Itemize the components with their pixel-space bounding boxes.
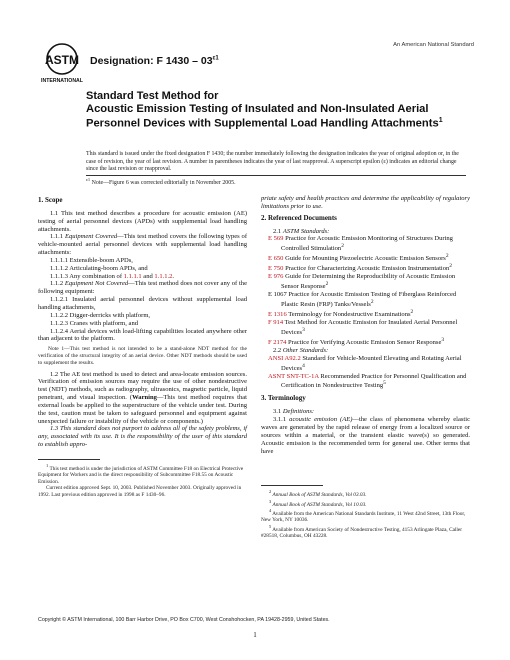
reference-title: Guide for Determining the Reproducibility of Acoustic Emission Sensor Response — [281, 273, 456, 291]
reference-code-link[interactable]: E 976 — [268, 273, 284, 281]
epsilon-note-text: Note—Figure 6 was corrected editorially in November 2005. — [91, 179, 236, 186]
footnote-divider — [261, 485, 323, 486]
reference-item — [261, 337, 470, 347]
term-astm-standards: ASTM Standards: — [282, 227, 330, 235]
issued-statement: This standard is issued under the fixed designation F 1430; the number immediately following the designation indicates the year of original adoption or, in the case of revision, the year of last revision. A number in parentheses indicates the year of last reapproval. A superscript epsilon (ε) indicates an editorial change since the last revision or reapproval. — [86, 151, 459, 173]
para-label: 1.1.2 — [50, 280, 65, 288]
para-label: 3.1.1 — [273, 416, 290, 424]
list-item: 1.1.2.4 Aerial devices with load-lifting capabilities located anywhere other than adjacent to the platform. — [38, 327, 247, 343]
footnote-2: $^2$ Annual Book of ASTM Standards, Vol 03.03. — [269, 489, 367, 499]
reference-item — [261, 273, 470, 291]
para-label: 2.2 — [273, 346, 283, 354]
term-other-standards: Other Standards: — [282, 346, 329, 354]
reference-code-link[interactable]: E 1067 — [268, 291, 287, 299]
designation-text: Designation: F 1430 – 03 — [90, 55, 213, 67]
reference-footnote-mark: 2 — [370, 298, 374, 305]
footnote-text: Available from the American National Standards Institute, 11 West 42nd Street, 13th Floor, New York, NY 10036. — [261, 510, 466, 524]
footnote-5: $^5$ Available from American Society of Nondestructive Testing, 4153 Arlingate Plaza, Caller #28518, Columbus, OH 43228. — [261, 523, 463, 539]
para-text: —the class of phenomena whereby elastic waves are generated by the rapid release of energy from a localized source or sources within a material, or the transient elastic wave(s) so generated. Acoustic emission is the recommended term for general use. Other terms that have — [261, 416, 470, 455]
para-1-3-continued: priate safety and health practices and determine the applicability of regulatory limitations prior to use. — [261, 195, 470, 210]
left-column — [38, 195, 247, 498]
para-1-3: 1.3 This standard does not purport to address all of the safety problems, if any, associated with its use. It is the responsibility of the user of this standard to establish appro- — [38, 425, 247, 449]
copyright-footer: Copyright © ASTM International, 100 Barr Harbor Drive, PO Box C700, West Conshohocken, PA 19428-2959, United States. — [38, 617, 330, 623]
term-equipment-covered: Equipment Covered — [64, 233, 118, 241]
reference-code-link[interactable]: F 914 — [268, 319, 284, 326]
astm-logo — [41, 42, 83, 84]
warning-label: Warning — [132, 394, 157, 402]
reference-footnote-mark: 3 — [302, 326, 305, 333]
reference-code-link[interactable]: ANSI A92.2 — [268, 354, 301, 362]
reference-title: Practice for Verifying Acoustic Emission Sensor Response — [286, 339, 442, 347]
other-standards-label — [261, 347, 470, 355]
footnote-1: $^1$ This test method is under the jurisdiction of ASTM Committee F18 on Electrical Protective Equipment for Workers and is the direct responsibility of Subcommittee F18.55 on Acoustic Emission. — [38, 463, 244, 485]
list-item: 1.1.2.3 Cranes with platform, and — [50, 319, 139, 327]
list-item-text: and — [141, 272, 155, 280]
astm-standards-label — [261, 228, 470, 236]
term-definitions: Definitions: — [282, 408, 315, 416]
reference-footnote-mark: 2 — [449, 263, 452, 270]
reference-title: Practice for Acoustic Emission Monitoring of Structures During Controlled Stimulation — [281, 235, 453, 253]
epsilon-mark: ε1 — [86, 177, 91, 182]
epsilon-note — [86, 177, 236, 186]
definitions-label — [261, 408, 470, 416]
para-text: —This test method does not cover any of the following equipment: — [38, 280, 247, 296]
footnote-text: Annual Book of ASTM Standards, Vol 03.03. — [272, 492, 367, 499]
link-1-1-1-1[interactable]: 1.1.1.1 — [123, 272, 142, 280]
reference-item — [261, 291, 470, 309]
list-item: 1.1.1.2 Articulating-boom APDs, and — [50, 264, 148, 272]
footnote-text: This test method is under the jurisdiction of ASTM Committee F18 on Electrical Protective Equipment for Workers and is the direct responsibility of Subcommittee F18.55 on Acoustic Emission. — [38, 465, 244, 485]
reference-code-link[interactable]: E 1316 — [268, 311, 287, 319]
reference-code-link[interactable]: E 650 — [268, 255, 284, 263]
footnote-divider — [38, 459, 100, 460]
section-terminology-heading: 3. Terminology — [261, 394, 306, 403]
list-item: 1.1.1.1 Extensible-boom APDs, — [50, 256, 133, 264]
footnote-1-edition: Current edition approved Sept. 10, 2003. Published November 2003. Originally approved in 1992. Last previous edition approved in 1998 as F 1430–96. — [38, 485, 242, 498]
title-prefix: Standard Test Method for — [86, 90, 219, 102]
standard-organization: An American National Standard — [393, 42, 474, 48]
reference-item — [261, 309, 470, 319]
section-scope-heading: 1. Scope — [38, 196, 63, 204]
note-1: Note 1—This test method is not intended to be a stand-alone NDT method for the verification of the structural integrity of an aerial device. Other NDT methods should be used to supplement the results. — [38, 346, 247, 366]
reference-title: Recommended Practice for Personnel Qualification and Certification in Nondestructive Testing — [281, 372, 467, 390]
reference-title: Guide for Mounting Piezoelectric Acoustic Emission Sensors — [283, 255, 446, 263]
other-reference-list — [261, 355, 470, 391]
title-main: Acoustic Emission Testing of Insulated and Non-Insulated Aerial Personnel Devices with Supplemental Load Handling Attachments — [86, 102, 439, 130]
list-item-text: . — [172, 272, 175, 280]
reference-title: Practice for Acoustic Emission Testing of Fiberglass Reinforced Plastic Resin (FRP) Tanks/Vessels — [281, 291, 457, 309]
reference-item — [261, 263, 470, 273]
para-text: —This test method covers the following types of vehicle-mounted aerial personnel devices with supplemental load handling attachments: — [38, 233, 247, 257]
reference-title: Test Method for Acoustic Emission for Insulated Aerial Personnel Devices — [281, 319, 458, 337]
term-equipment-not-covered: Equipment Not Covered — [64, 280, 129, 288]
reference-code-link[interactable]: E 569 — [268, 235, 284, 243]
para-1-1-1 — [38, 233, 247, 257]
reference-item — [261, 319, 470, 337]
footnote-3: $^3$ Annual Book of ASTM Standards, Vol 10.03. — [269, 498, 367, 508]
designation — [90, 55, 219, 67]
epsilon-divider — [86, 175, 466, 176]
reference-code-link[interactable]: ASNT SNT-TC-1A — [268, 372, 319, 380]
link-1-1-1-2[interactable]: 1.1.1.2 — [154, 272, 173, 280]
reference-title: Terminology for Nondestructive Examinations — [286, 311, 411, 319]
reference-footnote-mark: 2 — [325, 281, 329, 288]
reference-footnote-mark: 2 — [410, 308, 414, 315]
reference-code-link[interactable]: E 750 — [268, 265, 284, 273]
para-text: —This test method requires that external loads be applied to the superstructure of the vehicle under test. During the test, caution must be taken to safeguard personnel and equipment against unexpected failure or instability of the vehicle or components.) — [38, 394, 247, 425]
para-text: 1.2 The AE test method is used to detect and area-locate emission sources. Verification of emission sources may require the use of other nondestructive test (NDT) methods, such as radiography, ultrasonics, magnetic particle, liquid penetrant, and visual inspection. ( — [38, 370, 247, 402]
para-3-1-1 — [261, 416, 470, 455]
reference-item — [261, 253, 470, 263]
para-1-1-2 — [38, 280, 247, 296]
section-referenced-documents-heading: 2. Referenced Documents — [261, 213, 337, 222]
reference-item — [261, 235, 470, 253]
reference-item — [261, 373, 470, 391]
reference-code-link[interactable]: F 2174 — [268, 339, 287, 347]
para-1-2 — [38, 371, 247, 426]
reference-footnote-mark: 3 — [441, 336, 445, 343]
reference-footnote-mark: 2 — [341, 243, 344, 250]
reference-footnote-mark: 5 — [383, 380, 386, 387]
footnote-text: Annual Book of ASTM Standards, Vol 10.03. — [272, 501, 367, 508]
para-label: 1.1.1 — [50, 233, 65, 241]
logo-caption: INTERNATIONAL — [41, 78, 83, 84]
reference-item — [261, 355, 470, 373]
para-label: 3.1 — [273, 408, 283, 416]
reference-footnote-mark: 2 — [445, 253, 449, 260]
reference-title: Practice for Characterizing Acoustic Emission Instrumentation — [283, 265, 450, 273]
list-item — [38, 273, 247, 281]
list-item: 1.1.2.1 Insulated aerial personnel devices without supplemental load handling attachments, — [38, 296, 247, 311]
footnote-4: $^4$ Available from the American National Standards Institute, 11 West 42nd Street, 13th Floor, New York, NY 10036. — [261, 507, 466, 524]
para-1-1: 1.1 This test method describes a procedure for acoustic emission (AE) testing of aerial personnel devices (APDs) with supplemental load handling attachments. — [38, 209, 247, 233]
para-label: 2.1 — [273, 227, 283, 235]
designation-epsilon: ε1 — [212, 55, 219, 62]
document-title — [86, 90, 456, 130]
astm-reference-list — [261, 235, 470, 347]
footnote-text: Available from American Society of Nondestructive Testing, 4153 Arlingate Plaza, Caller #28518, Columbus, OH 43228. — [261, 526, 463, 539]
title-footnote-mark: 1 — [438, 117, 443, 124]
svg-text:ASTM: ASTM — [45, 53, 79, 67]
page-number: 1 — [253, 631, 257, 639]
reference-title: Standard for Vehicle-Mounted Elevating and Rotating Aerial Devices — [281, 354, 462, 372]
list-item: 1.1.2.2 Digger-derricks with platform, — [50, 311, 151, 319]
list-item-text: 1.1.1.3 Any combination of — [50, 272, 124, 280]
reference-footnote-mark: 4 — [302, 362, 305, 369]
term-acoustic-emission: acoustic emission (AE) — [289, 416, 353, 424]
right-column — [261, 195, 470, 539]
